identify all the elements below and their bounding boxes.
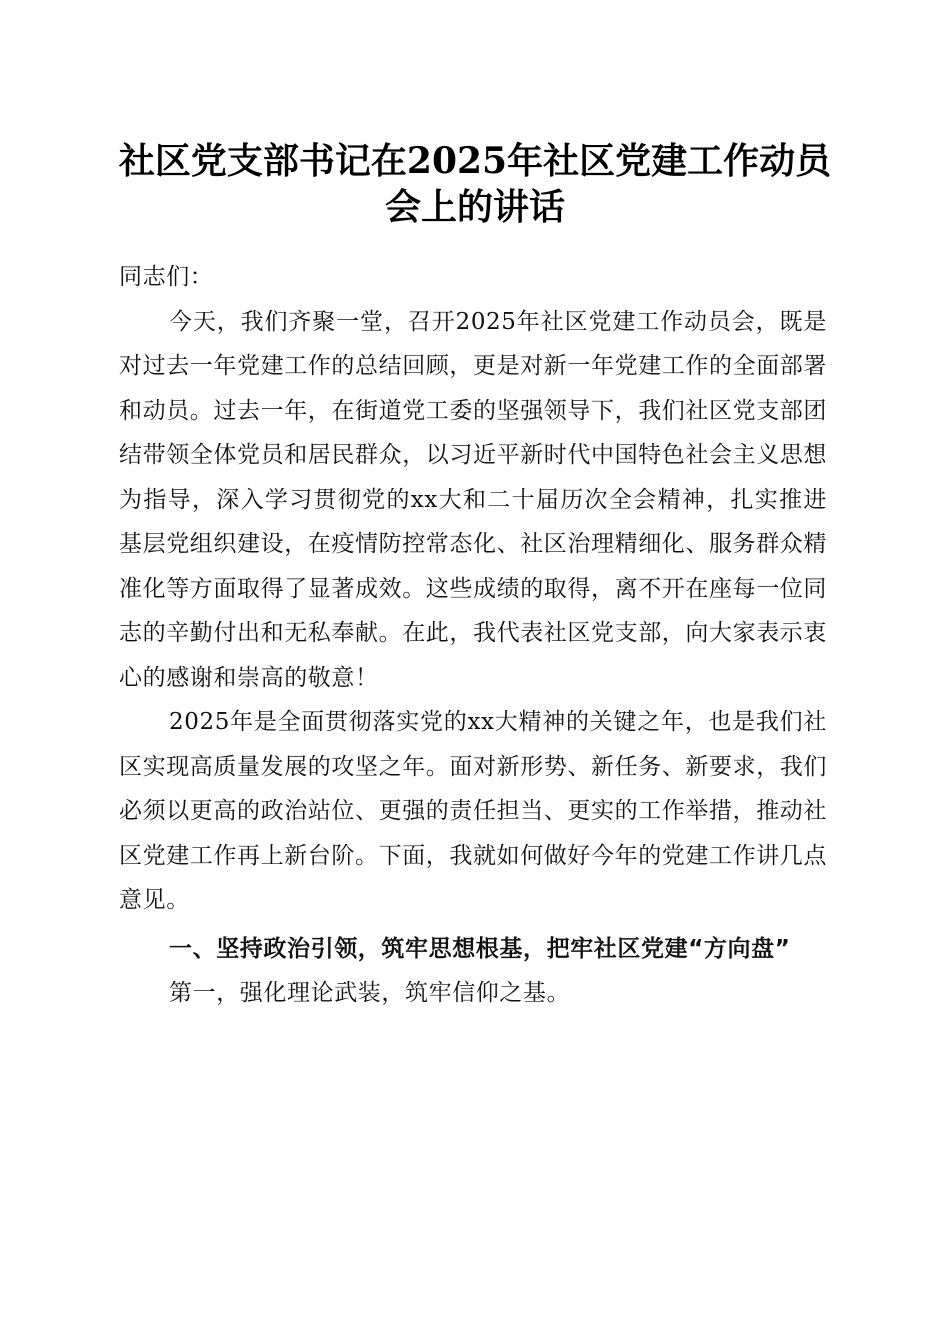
document-body (119, 255, 827, 1016)
section-heading-1: 一、坚持政治引领，筑牢思想根基，把牢社区党建“方向盘” (169, 935, 791, 962)
title-line-2: 会上的讲话 (384, 186, 565, 228)
subpoint-1: 第一，强化理论武装，筑牢信仰之基。 (169, 980, 571, 1006)
paragraph-outlook: 2025年是全面贯彻落实党的xx大精神的关键之年，也是我们社区实现高质量发展的攻坚之年。面对新形势、新任务、新要求，我们必须以更高的政治站位、更强的责任担当、更实的工作举措，推动社区党建工作再上新台阶。下面，我就如何做好今年的党建工作讲几点意见。 (119, 709, 827, 913)
paragraph-opening: 今天，我们齐聚一堂，召开2025年社区党建工作动员会，既是对过去一年党建工作的总结回顾，更是对新一年党建工作的全面部署和动员。过去一年，在街道党工委的坚强领导下，我们社区党支部团结带领全体党员和居民群众，以习近平新时代中国特色社会主义思想为指导，深入学习贯彻党的xx大和二十届历次全会精神，扎实推进基层党组织建设，在疫情防控常态化、社区治理精细化、服务群众精准化等方面取得了显著成效。这些成绩的取得，离不开在座每一位同志的辛勤付出和无私奉献。在此，我代表社区党支部，向大家表示衷心的感谢和崇高的敬意！ (119, 308, 827, 691)
salutation: 同志们： (119, 264, 214, 290)
title-line-1: 社区党支部书记在2025年社区党建工作动员 (118, 140, 832, 182)
document-title (110, 138, 840, 230)
